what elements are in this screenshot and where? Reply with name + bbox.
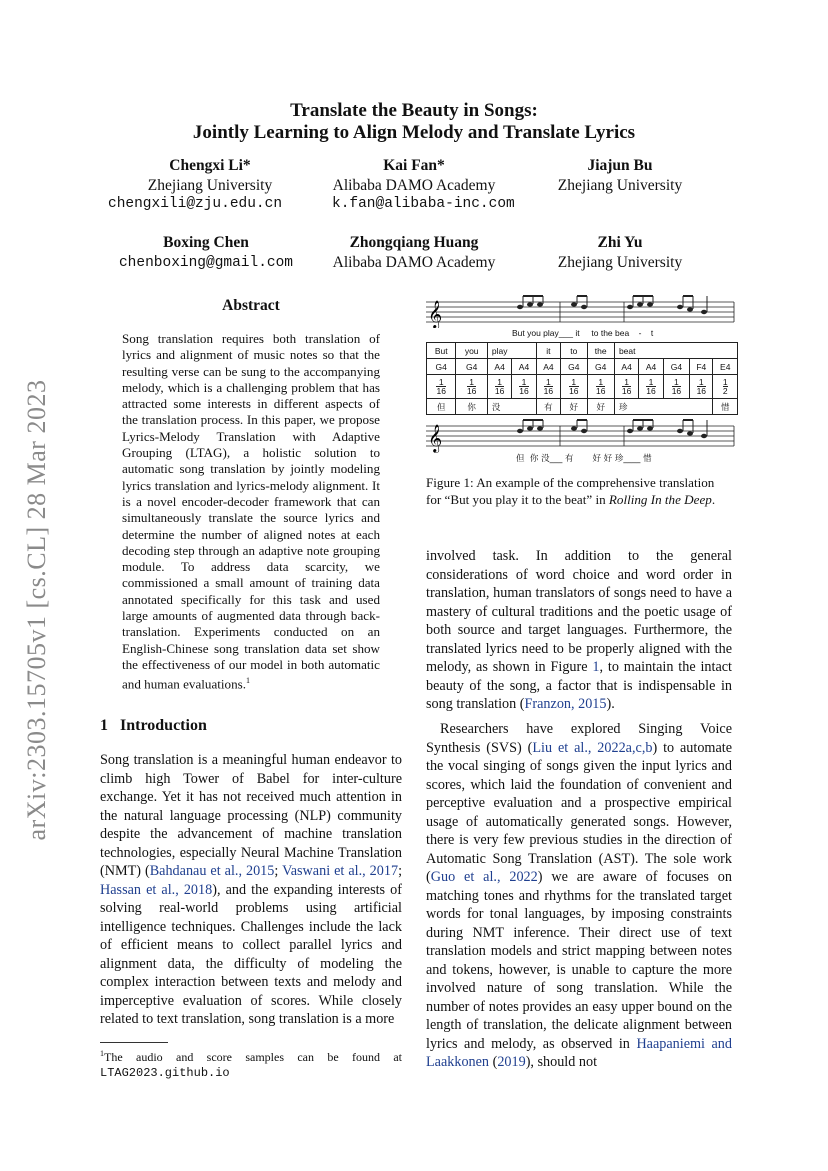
table-cell: $\frac{1}{16}$ <box>663 375 689 399</box>
arxiv-identifier: arXiv:2303.15705v1 [cs.CL] 28 Mar 2023 <box>22 379 51 841</box>
table-cell: $\frac{1}{2}$ <box>713 375 738 399</box>
table-cell: G4 <box>561 359 587 375</box>
table-cell: $\frac{1}{16}$ <box>561 375 587 399</box>
footnote-text: The audio and score samples can be found at <box>104 1050 402 1064</box>
author-affiliation: Zhejiang University <box>557 177 683 194</box>
table-cell: 有 <box>536 399 560 415</box>
table-row-notes <box>427 359 738 375</box>
author-email: chenboxing@gmail.com <box>118 255 294 271</box>
author-email: chengxili@zju.edu.cn <box>108 196 283 212</box>
table-cell: $\frac{1}{16}$ <box>427 375 456 399</box>
figure-1 <box>424 292 736 464</box>
table-cell: play <box>487 343 536 359</box>
body-text: , to maintain the intact beauty of the song, a factor that is indispensable in song translation ( <box>426 659 732 712</box>
table-row-chinese <box>427 399 738 415</box>
table-cell: the <box>587 343 614 359</box>
table-cell: $\frac{1}{16}$ <box>536 375 560 399</box>
table-cell: G4 <box>456 359 487 375</box>
table-row-durations <box>427 375 738 399</box>
author-2 <box>318 156 510 196</box>
table-cell: A4 <box>614 359 638 375</box>
table-row-words <box>427 343 738 359</box>
author-name: Jiajun Bu <box>587 157 653 174</box>
table-cell: it <box>536 343 560 359</box>
table-cell: $\frac{1}{16}$ <box>639 375 663 399</box>
table-cell: $\frac{1}{16}$ <box>690 375 713 399</box>
author-name: Kai Fan* <box>383 157 445 174</box>
table-cell: $\frac{1}{16}$ <box>587 375 614 399</box>
author-name: Boxing Chen <box>163 234 249 251</box>
table-cell: A4 <box>536 359 560 375</box>
author-name: Zhongqiang Huang <box>349 234 479 251</box>
author-name: Chengxi Li* <box>169 157 251 174</box>
body-text: Researchers have explored Singing Voice Synthesis (SVS) ( <box>426 721 732 756</box>
table-cell: F4 <box>690 359 713 375</box>
section-title: Introduction <box>120 717 207 734</box>
figure-1-caption <box>426 474 732 508</box>
author-6 <box>540 233 700 273</box>
table-cell: But <box>427 343 456 359</box>
table-cell: $\frac{1}{16}$ <box>614 375 638 399</box>
right-paragraph-1 <box>426 547 732 714</box>
table-cell: $\frac{1}{16}$ <box>512 375 536 399</box>
table-cell: $\frac{1}{16}$ <box>487 375 511 399</box>
caption-text: . <box>711 492 716 507</box>
body-text: ( <box>489 1054 498 1070</box>
intro-text: ; <box>398 863 403 879</box>
author-email: k.fan@alibaba-inc.com <box>332 196 515 212</box>
caption-song-title: Rolling In the Deep <box>608 492 712 507</box>
table-cell: you <box>456 343 487 359</box>
intro-text: Song translation is a meaningful human endeavor to climb high Tower of Babel for inter-culture exchange. Yet it has not received much attention in the natural language processing (NLP) community despite the advancement of machine translation technologies, especially Neural Machine Translation (NMT) ( <box>100 752 402 879</box>
english-lyrics: But you play___ it to the bea - t <box>512 328 654 338</box>
treble-clef-icon: 𝄞 <box>428 300 443 328</box>
citation-link[interactable]: Bahdanau et al., 2015 <box>149 863 275 879</box>
figure-reference-link[interactable]: 1 <box>592 659 600 675</box>
citation-link[interactable]: Guo et al., 2022 <box>430 869 538 885</box>
table-cell: $\frac{1}{16}$ <box>456 375 487 399</box>
table-cell: 没 <box>487 399 536 415</box>
alignment-table <box>426 342 738 415</box>
table-cell: beat <box>614 343 737 359</box>
table-cell: A4 <box>487 359 511 375</box>
treble-clef-icon: 𝄞 <box>428 424 443 452</box>
table-cell: G4 <box>427 359 456 375</box>
arxiv-sidebar <box>12 360 62 860</box>
abstract-body <box>122 331 380 693</box>
footnote-divider <box>100 1042 168 1043</box>
body-text: involved task. In addition to the general considerations of word choice and word order in translation, human translators of songs need to have a mastery of cultural traditions and the poetic usage of both source and target languages. Furthermore, the translated lyrics need to be properly aligned with the melody, as shown in Figure <box>426 548 732 675</box>
table-cell: 但 <box>427 399 456 415</box>
table-cell: A4 <box>512 359 536 375</box>
body-text: ). <box>606 696 615 712</box>
footnote <box>100 1046 402 1081</box>
footnote-number: 1 <box>100 1049 104 1058</box>
body-text: ), should not <box>525 1054 598 1070</box>
author-5 <box>318 233 510 273</box>
citation-link[interactable]: Haapaniemi and Laakkonen <box>426 1035 732 1070</box>
intro-text: ; <box>274 863 283 879</box>
footnote-link[interactable]: LTAG2023.github.io <box>100 1066 230 1080</box>
abstract-heading: Abstract <box>222 297 280 314</box>
body-text: ) to automate the vocal singing of songs given the input lyrics and scores, which laid the foundation of convenient and perceptive evaluation and a prospective empirical usage of automatically generated songs. However, there is very few previous studies in the direction of Automatic Song Translation (AST). The sole work ( <box>426 739 732 885</box>
footnote-marker[interactable]: 1 <box>246 676 250 686</box>
table-cell: 好 <box>587 399 614 415</box>
author-3 <box>540 156 700 196</box>
intro-paragraph <box>100 751 402 1029</box>
table-cell: G4 <box>663 359 689 375</box>
author-1 <box>100 156 320 196</box>
table-cell: 珍 <box>614 399 713 415</box>
citation-link[interactable]: Hassan et al., 2018 <box>100 881 213 898</box>
table-cell: 惜 <box>713 399 738 415</box>
author-4 <box>100 233 312 273</box>
author-name: Zhi Yu <box>597 234 643 251</box>
author-affiliation: Alibaba DAMO Academy <box>332 177 496 194</box>
table-cell: E4 <box>713 359 738 375</box>
table-cell: to <box>561 343 587 359</box>
english-staff <box>424 292 736 328</box>
citation-link[interactable]: Vaswani et al., 2017 <box>282 863 399 879</box>
caption-text: Figure 1: An example of the comprehensive translation for “But you play it to the beat” in <box>426 475 715 507</box>
citation-link[interactable]: Franzon, 2015 <box>524 696 607 712</box>
table-cell: G4 <box>587 359 614 375</box>
chinese-staff <box>424 418 736 454</box>
table-cell: 你 <box>456 399 487 415</box>
section-heading-introduction <box>100 717 207 735</box>
chinese-lyrics: 但 你 没___ 有 好 好 珍____ 惜 <box>516 454 652 464</box>
citation-link[interactable]: Liu et al., 2022a,c,b <box>532 739 653 756</box>
right-paragraph-2 <box>426 720 732 1072</box>
citation-link[interactable]: 2019 <box>497 1054 526 1070</box>
paper-title-line-2: Jointly Learning to Align Melody and Translate Lyrics <box>192 122 636 143</box>
intro-text: ), and the expanding interests of solving real-world problems using artificial intelligence techniques. Challenges include the lack of efficient means to collect parallel lyrics and alignment data, the difficulty of modeling the complex interaction between texts and melody and imperceptive evaluation of scores. While closely related to text translation, song translation is a more <box>100 881 402 1027</box>
body-text: ) we are aware of focuses on matching tones and rhythms for the translated target words for tonal languages, by imposing constraints during NMT inference. Their direct use of text translation models and strict mapping between notes and tokens, however, is unable to capture the more involved nature of song translation. While the number of notes provides an easy upper bound on the length of translation, the delicate alignment between lyrics and melody, as observed in <box>426 869 732 1052</box>
abstract-text: Song translation requires both translation of lyrics and alignment of music notes so that the resulting verse can be sung to the accompanying melody, which is a challenging problem that has attracted some interests in different aspects of the translation process. In this paper, we propose Lyrics-Melody Translation with Adaptive Grouping (LTAG), a holistic solution to automatic song translation by jointly modeling lyrics translation and lyrics-melody alignment. It is a novel encoder-decoder framework that can simultaneously translate the source lyrics and determine the number of aligned notes at each decoding step through an adaptive note grouping module. To address data scarcity, we commissioned a small amount of training data annotated specifically for this task and used large amounts of augmented data through back-translation. Experiments conducted on an English-Chinese song translation data set show the effectiveness of our model in both automatic and human evaluations. <box>122 331 380 692</box>
author-affiliation: Alibaba DAMO Academy <box>332 254 496 271</box>
table-cell: 好 <box>561 399 587 415</box>
section-number: 1 <box>100 717 108 734</box>
author-affiliation: Zhejiang University <box>147 177 273 194</box>
table-cell: A4 <box>639 359 663 375</box>
author-affiliation: Zhejiang University <box>557 254 683 271</box>
paper-title-line-1: Translate the Beauty in Songs: <box>290 100 538 121</box>
